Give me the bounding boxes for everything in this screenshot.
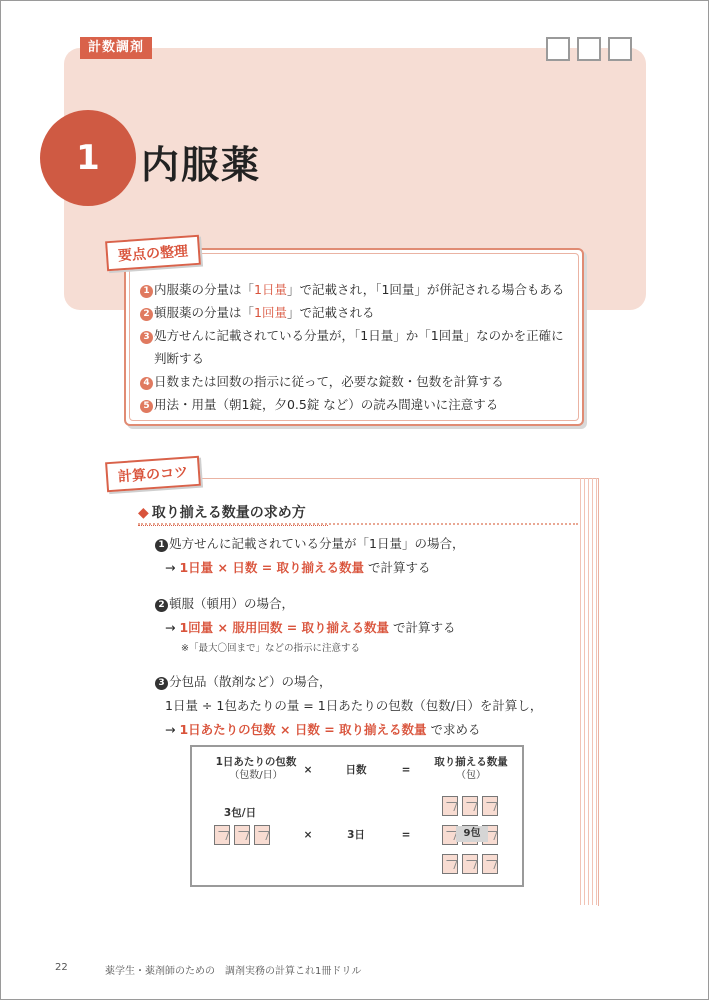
check-box[interactable] (608, 37, 632, 61)
point-text: 処方せんに記載されている分量が，「1日量」か「1回量」なのかを正確に (154, 328, 564, 343)
arrow-icon: → (165, 560, 176, 575)
point-text: 」で記載される (286, 305, 375, 320)
diagram-row-col1: 3包/日 (223, 807, 257, 819)
col3-sub-text: （包） (456, 770, 486, 781)
point-text: 日数または回数の指示に従って，必要な錠数・包数を計算する (154, 374, 504, 389)
case-1-title (155, 532, 542, 556)
arrow-icon: → (165, 722, 176, 737)
tips-label: 計算のコツ (105, 456, 201, 492)
point-number: 3 (140, 331, 153, 344)
key-points-label: 要点の整理 (105, 235, 201, 271)
packet-icon (442, 796, 458, 816)
formula: 1日あたりの包数 × 日数 = 取り揃える数量 (179, 722, 427, 737)
packet-icon (442, 854, 458, 874)
point-number: 2 (140, 308, 153, 321)
point-text: 用法・用量（朝1錠，夕0.5錠 など）の読み間違いに注意する (154, 397, 499, 412)
case-3-line: 1日量 ÷ 1包あたりの量 = 1日あたりの包数（包数/日）を計算し， (165, 698, 543, 713)
point-highlight: 1日量 (254, 282, 287, 297)
case-text: 分包品（散剤など）の場合， (169, 674, 332, 689)
point-text: 」で記載され，「1回量」が併記される場合もある (286, 282, 565, 297)
case-2-title (155, 592, 542, 616)
case-2-note: ※「最大〇回まで」などの指示に注意する (181, 643, 360, 654)
diagram-col2-head: 日数 (345, 764, 367, 776)
formula: 1回量 × 服用回数 = 取り揃える数量 (179, 620, 390, 635)
packet-icon (214, 825, 230, 845)
packet-icon (234, 825, 250, 845)
formula-suffix: で求める (430, 722, 481, 737)
formula: 1日量 × 日数 = 取り揃える数量 (179, 560, 365, 575)
case-number: 3 (155, 677, 168, 690)
point-number: 4 (140, 377, 153, 390)
packet-icon (482, 854, 498, 874)
key-point (140, 324, 574, 347)
chapter-title: 内服薬 (141, 143, 262, 187)
formula-suffix: で計算する (368, 560, 431, 575)
case-text: 処方せんに記載されている分量が「1日量」の場合， (169, 536, 465, 551)
times-sign: × (303, 829, 313, 841)
key-point (140, 301, 574, 324)
point-text: 頓服薬の分量は「 (154, 305, 255, 320)
packet-icon (462, 854, 478, 874)
key-point (140, 370, 574, 393)
point-number: 5 (140, 400, 153, 413)
arrow-icon: → (165, 620, 176, 635)
point-number: 1 (140, 285, 153, 298)
case-1-formula (155, 556, 542, 580)
point-text: 判断する (154, 351, 205, 366)
case-number: 1 (155, 539, 168, 552)
check-boxes (546, 37, 632, 61)
col1-head-text: 1日あたりの包数 (215, 756, 297, 768)
section-tag: 計数調剤 (80, 37, 152, 59)
case-3-formula (155, 718, 542, 742)
page-number: 22 (55, 962, 68, 973)
col3-head-text: 取り揃える数量 (434, 756, 508, 768)
point-highlight: 1回量 (254, 305, 287, 320)
equals-sign: = (401, 829, 411, 841)
book-title: 薬学生・薬剤師のための 調剤実務の計算これ1冊ドリル (105, 966, 362, 977)
diagram-col3-head (426, 755, 516, 783)
check-box[interactable] (577, 37, 601, 61)
point-text: 内服薬の分量は「 (154, 282, 255, 297)
dotted-rule (138, 523, 578, 525)
packet-icon (482, 796, 498, 816)
chapter-number: 1 (40, 110, 136, 206)
col1-sub-text: （包数/日） (229, 770, 283, 781)
case-3-title (155, 670, 542, 694)
equals-sign: = (401, 764, 411, 776)
case-number: 2 (155, 599, 168, 612)
diamond-icon: ◆ (138, 505, 149, 521)
decorative-stripes (580, 478, 598, 905)
packet-icon (462, 796, 478, 816)
key-points-list (140, 278, 574, 416)
times-sign: × (303, 764, 313, 776)
packet-icon (254, 825, 270, 845)
key-points-box (124, 248, 584, 426)
tips-heading-text: 取り揃える数量の求め方 (151, 505, 306, 521)
key-point-continuation (140, 347, 574, 370)
check-box[interactable] (546, 37, 570, 61)
key-point (140, 393, 574, 416)
key-point (140, 278, 574, 301)
case-text: 頓服（頓用）の場合， (169, 596, 295, 611)
formula-suffix: で計算する (393, 620, 456, 635)
tips-body (155, 532, 542, 742)
diagram-row-col2: 3日 (347, 829, 365, 841)
diagram-row-col3: 9包 (456, 826, 488, 842)
case-2-formula (155, 616, 542, 640)
